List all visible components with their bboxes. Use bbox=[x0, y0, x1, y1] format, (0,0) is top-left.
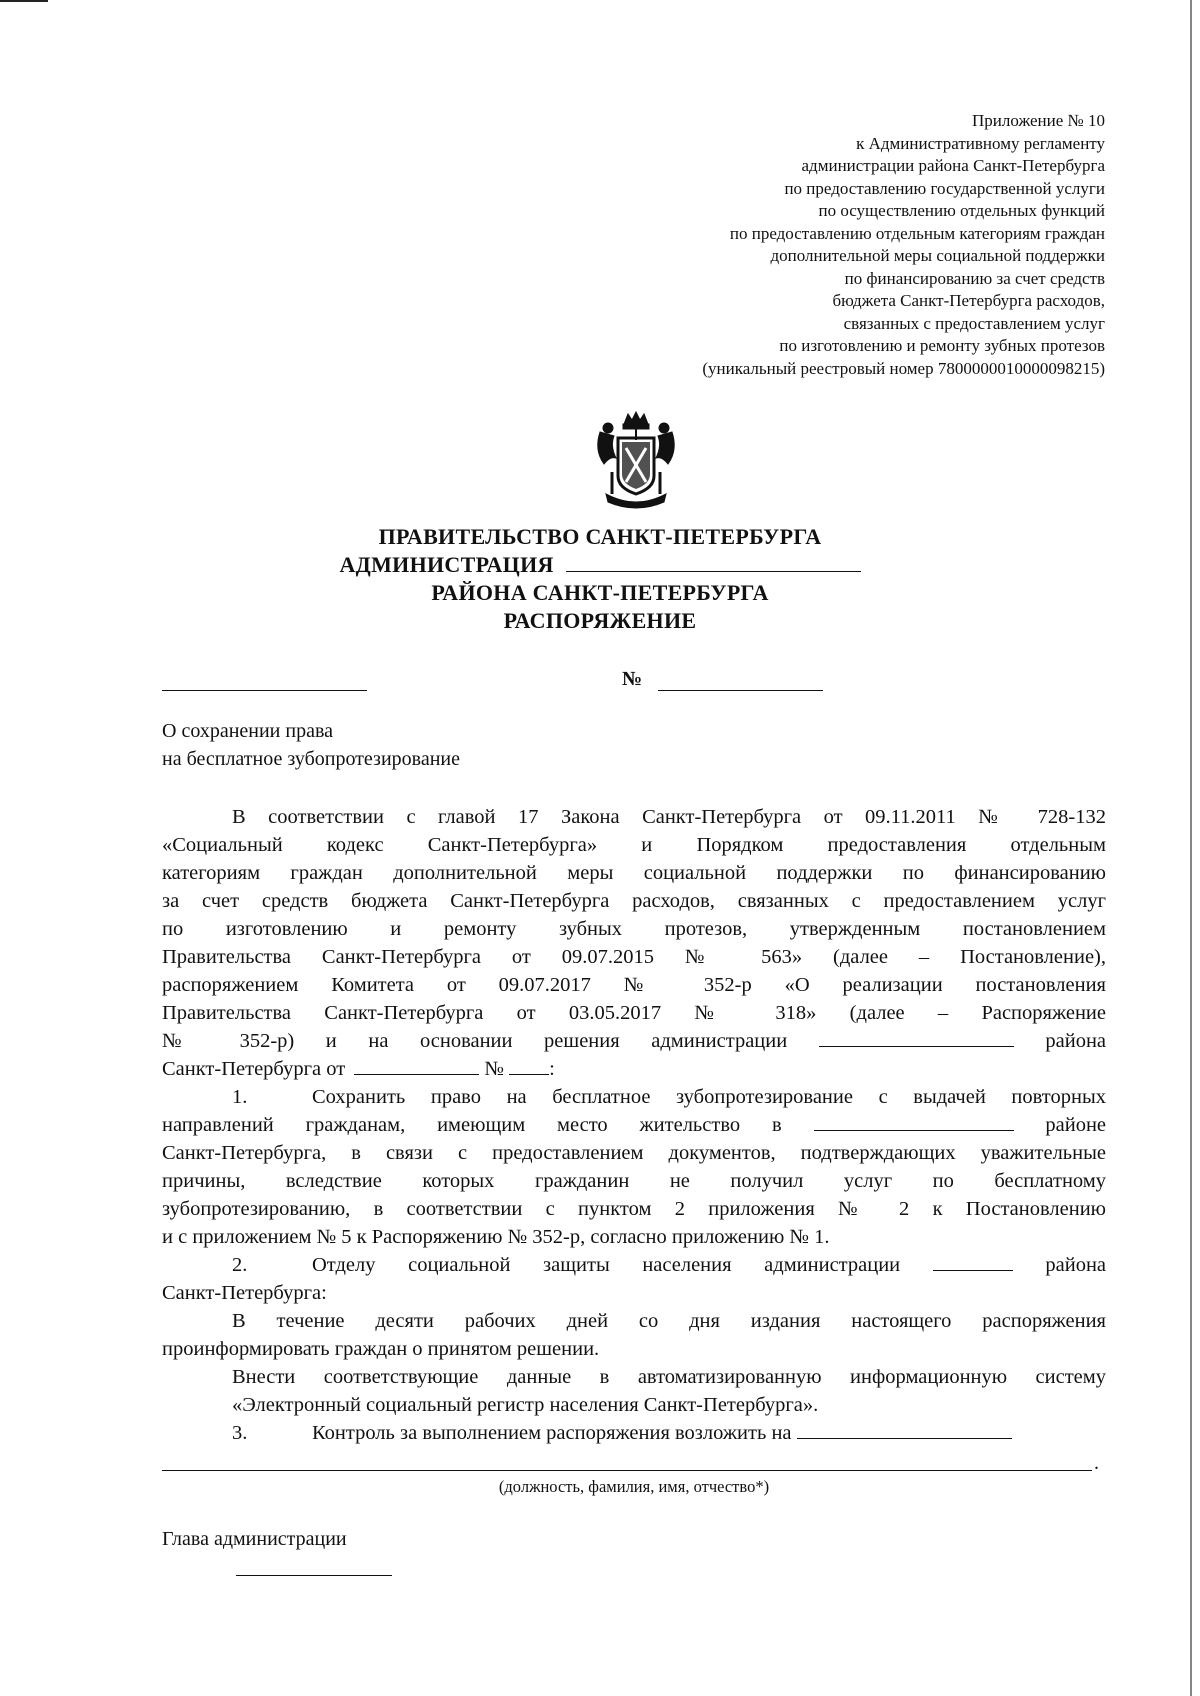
item-text: Отделу социальной защиты населения администрации bbox=[312, 1254, 901, 1276]
responsible-person-blank bbox=[162, 1470, 1092, 1471]
item-2-number: 2. bbox=[232, 1254, 248, 1276]
appendix-line: по изготовлению и ремонту зубных протезов bbox=[779, 336, 1105, 355]
date-blank bbox=[162, 690, 367, 691]
item-1-line bbox=[162, 1083, 1106, 1111]
preamble-line: Правительства Санкт-Петербурга от 03.05.2017 № 318» (далее – Распоряжение bbox=[162, 1002, 1106, 1024]
control-person-blank bbox=[797, 1420, 1012, 1439]
appendix-line: по финансированию за счет средств bbox=[844, 268, 1105, 288]
preamble-text: : bbox=[549, 1058, 555, 1080]
appendix-line: администрации района Санкт-Петербурга bbox=[801, 156, 1105, 175]
number-blank bbox=[658, 690, 823, 691]
appendix-line: Приложение № 10 bbox=[972, 111, 1105, 130]
preamble-line: категориям граждан дополнительной меры социальной поддержки по финансированию bbox=[162, 862, 1106, 884]
coat-of-arms-emblem bbox=[590, 410, 682, 510]
preamble-line: по изготовлению и ремонту зубных протезов, утвержденным постановлением bbox=[162, 918, 1106, 940]
item-1-line: зубопротезированию, в соответствии с пунктом 2 приложения № 2 к Постановлению bbox=[162, 1198, 1106, 1220]
preamble-text: Санкт-Петербурга от bbox=[162, 1058, 346, 1080]
item-3-line bbox=[162, 1419, 1106, 1447]
item-text: направлений гражданам, имеющим место жительство в bbox=[162, 1114, 782, 1136]
administration-title-line bbox=[0, 552, 1200, 578]
preamble-line: «Социальный кодекс Санкт-Петербурга» и Порядком предоставления отдельным bbox=[162, 834, 1106, 856]
appendix-line: бюджета Санкт-Петербурга расходов, bbox=[832, 291, 1105, 310]
residence-district-blank bbox=[814, 1112, 1014, 1131]
item-2-line: Санкт-Петербурга: bbox=[162, 1282, 327, 1304]
item-2-line: В течение десяти рабочих дней со дня издания настоящего распоряжения bbox=[232, 1310, 1106, 1332]
item-1-line: причины, вследствие которых гражданин не получил услуг по бесплатному bbox=[162, 1170, 1106, 1192]
appendix-line: по осуществлению отдельных функций bbox=[818, 201, 1105, 220]
district-title: РАЙОНА САНКТ-ПЕТЕРБУРГА bbox=[431, 580, 769, 605]
document-type-title: РАСПОРЯЖЕНИЕ bbox=[503, 608, 697, 633]
item-1-line bbox=[162, 1111, 1106, 1139]
district-name-blank bbox=[566, 553, 861, 572]
scan-edge-mark bbox=[0, 0, 48, 2]
preamble-text: района bbox=[1045, 1030, 1107, 1052]
item-text: Сохранить право на бесплатное зубопротезирование с выдачей повторных bbox=[312, 1086, 1106, 1108]
preamble-line: В соответствии с главой 17 Закона Санкт-Петербурга от 09.11.2011 № 728-132 bbox=[232, 806, 1106, 828]
document-body bbox=[162, 803, 1106, 1447]
item-2-line: Внести соответствующие данные в автоматизированную информационную систему bbox=[232, 1366, 1106, 1388]
subject-line-2: на бесплатное зубопротезирование bbox=[162, 748, 460, 770]
item-2-line bbox=[162, 1251, 1106, 1279]
item-text: районе bbox=[1045, 1114, 1107, 1136]
appendix-line: (уникальный реестровый номер 7800000010000098215) bbox=[702, 358, 1105, 378]
responsible-person-caption: (должность, фамилия, имя, отчество*) bbox=[498, 1477, 770, 1496]
item-text: района bbox=[1045, 1254, 1107, 1276]
item-1-number: 1. bbox=[232, 1086, 248, 1108]
item-1-line: Санкт-Петербурга, в связи с предоставлением документов, подтверждающих уважительные bbox=[162, 1142, 1106, 1164]
preamble-line: за счет средств бюджета Санкт-Петербурга расходов, связанных с предоставлением услуг bbox=[162, 890, 1106, 912]
item-3-number: 3. bbox=[232, 1422, 248, 1444]
appendix-line: дополнительной меры социальной поддержки bbox=[770, 246, 1105, 265]
item-1-line: и с приложением № 5 к Распоряжению № 352-р, согласно приложению № 1. bbox=[162, 1226, 830, 1248]
appendix-line: связанных с предоставлением услуг bbox=[843, 313, 1105, 333]
government-title: ПРАВИТЕЛЬСТВО САНКТ-ПЕТЕРБУРГА bbox=[378, 524, 822, 549]
subject-line-1: О сохранении права bbox=[162, 720, 334, 742]
appendix-line: по предоставлению государственной услуги bbox=[784, 178, 1105, 198]
line-end-period: . bbox=[1094, 1452, 1099, 1474]
decision-date-blank bbox=[354, 1056, 479, 1075]
preamble-line bbox=[162, 1055, 1106, 1083]
item-2-line: проинформировать граждан о принятом решении. bbox=[162, 1338, 600, 1360]
number-sign: № bbox=[622, 668, 643, 690]
item-2-line: «Электронный социальный регистр населения Санкт-Петербурга». bbox=[232, 1394, 819, 1416]
social-protection-district-blank bbox=[933, 1252, 1013, 1271]
scan-edge-line bbox=[1190, 0, 1192, 1696]
appendix-line: к Административному регламенту bbox=[856, 133, 1105, 153]
preamble-line bbox=[162, 1027, 1106, 1055]
decision-administration-blank bbox=[819, 1028, 1014, 1047]
administration-title: АДМИНИСТРАЦИЯ bbox=[339, 552, 554, 577]
preamble-text: № bbox=[484, 1058, 504, 1080]
appendix-block bbox=[545, 110, 1105, 380]
item-text: Контроль за выполнением распоряжения возложить на bbox=[312, 1422, 792, 1444]
appendix-line: по предоставлению отдельным категориям граждан bbox=[729, 223, 1105, 243]
preamble-text: № 352-р) и на основании решения администрации bbox=[162, 1030, 788, 1052]
signature-title: Глава администрации bbox=[162, 1528, 347, 1550]
preamble-line: распоряжением Комитета от 09.07.2017 № 352-р «О реализации постановления bbox=[162, 974, 1106, 996]
signature-blank bbox=[236, 1575, 392, 1576]
decision-number-blank bbox=[509, 1056, 549, 1075]
preamble-line: Правительства Санкт-Петербурга от 09.07.2015 № 563» (далее – Постановление), bbox=[162, 946, 1106, 968]
